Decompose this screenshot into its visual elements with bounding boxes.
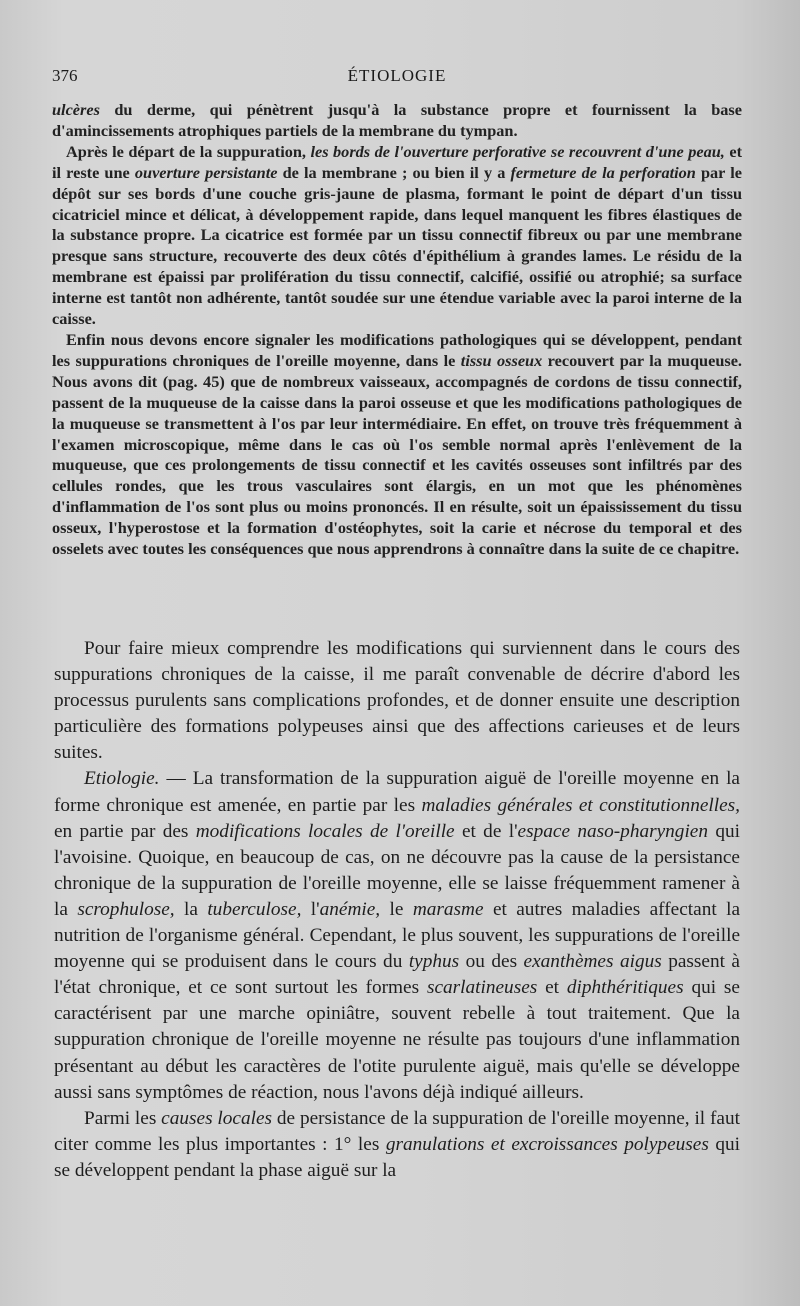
italic-text: modifications locales de l'oreille — [195, 820, 455, 842]
italic-text: maladies générales et constitutionnelles, — [421, 794, 740, 816]
italic-text: causes locales — [161, 1107, 273, 1129]
italic-text: diphthéritiques — [566, 977, 684, 999]
italic-text: tuberculose, — [207, 898, 302, 920]
italic-text: typhus — [408, 951, 460, 973]
italic-text: fermeture de la perforation — [510, 162, 696, 182]
paragraph — [54, 636, 740, 766]
text-run: et autres maladies affectant la nutrition de l'organisme général. Cependant, le plus souvent, les suppurations de l'oreille moyenne qui se produisent dans le cours du — [54, 898, 741, 973]
italic-text: scrophulose, — [77, 898, 175, 920]
paragraph — [54, 766, 740, 1105]
text-run: la — [174, 898, 208, 920]
text-run: qui se développent pendant la phase aiguë sur la — [54, 1133, 740, 1181]
text-run: le — [380, 898, 413, 920]
text-run: qui l'avoisine. Quoique, en beaucoup de cas, on ne découvre pas la cause de la persistance chronique de la suppuration de l'oreille moyenne, elle se laisse fréquemment ramener à la — [54, 820, 740, 920]
paragraph — [52, 142, 742, 330]
italic-text: marasme — [412, 898, 484, 920]
text-run: en partie par des — [54, 820, 196, 842]
italic-text: ouverture persistante — [134, 162, 278, 182]
italic-text: tissu osseux — [460, 350, 543, 370]
italic-text: les bords de l'ouverture perforative se recouvrent d'une peau, — [310, 141, 725, 161]
text-run: Enfin nous devons encore signaler les modifications pathologiques qui se développent, pendant les suppurations chroniques de l'oreille moyenne, dans le — [52, 329, 742, 370]
main-text-block — [54, 636, 740, 1184]
italic-text: Etiologie. — [84, 768, 160, 790]
text-run: Parmi les — [84, 1107, 162, 1129]
italic-text: anémie, — [319, 898, 381, 920]
text-run: Après le départ de la suppuration, — [66, 141, 311, 161]
text-run: l' — [301, 898, 320, 920]
text-run: ou des — [459, 951, 524, 973]
small-print-block — [52, 100, 742, 560]
text-run: recouvert par la muqueuse. Nous avons dit (pag. 45) que de nombreux vaisseaux, accompagnés de cordons de tissu connectif, passent de la muqueuse de la caisse dans la paroi osseuse et que les modifications pathologiques de la muqueuse se transmettent à l'os par leur intermédiaire. En effet, on trouve très fréquemment à l'examen microscopique, même dans le cas où l'os semble normal après l'enlèvement de la muqueuse, que ces prolongements de tissu connectif et les cavités osseuses sont infiltrés par des cellules rondes, que les trous vasculaires sont élargis, en un mot que les phénomènes d'inflammation de l'os sont plus ou moins prononcés. Il en résulte, soit un épaississement du tissu osseux, l'hyperostose et la formation d'ostéophytes, soit la carie et nécrose du temporal et des osselets avec toutes les conséquences que nous apprendrons à connaître dans la suite de ce chapitre. — [52, 350, 743, 559]
italic-text: exanthèmes aigus — [523, 951, 662, 973]
text-run: passent à l'état chronique, et ce sont surtout les formes — [54, 951, 740, 999]
page-header — [52, 66, 742, 90]
text-run: du derme, qui pénètrent jusqu'à la substance propre et fournissent la base d'amincissements atrophiques partiels de la membrane du tympan. — [52, 100, 742, 140]
paragraph — [52, 330, 742, 560]
italic-text: espace naso-pharyngien — [517, 820, 709, 842]
text-run: de la membrane ; ou bien il y a — [277, 162, 511, 182]
italic-text: ulcères — [52, 100, 100, 119]
page-number: 376 — [52, 66, 78, 85]
text-run: par le dépôt sur ses bords d'une couche gris-jaune de plasma, formant le point de départ d'un tissu cicatriciel mince et délicat, à développement rapide, dans lequel manquent les fibres élastiques de la substance propre. La cicatrice est formée par un tissu connectif fibreux ou par une membrane presque sans structure, recouverte des deux côtés d'épithélium à grandes lames. Le résidu de la membrane est épaissi par prolifération du tissu connectif, calcifié, ossifié ou atrophié; sa surface interne est tantôt non adhérente, tantôt soudée sur une étendue variable avec la paroi interne de la caisse. — [52, 162, 742, 329]
text-run: de persistance de la suppuration de l'oreille moyenne, il faut citer comme les plus importantes : 1° les — [54, 1107, 740, 1155]
italic-text: granulations et excroissances polypeuses — [385, 1133, 709, 1155]
text-run: et il reste une — [52, 141, 742, 182]
text-run: — La transformation de la suppuration aiguë de l'oreille moyenne en la forme chronique est amenée, en partie par les — [54, 768, 740, 816]
italic-text: scarlatineuses — [426, 977, 538, 999]
text-run: Pour faire mieux comprendre les modifications qui surviennent dans le cours des suppurations chroniques de la caisse, il me paraît convenable de décrire d'abord les processus purulents sans complications profondes, et de donner ensuite une description particulière des formations polypeuses ainsi que des affections carieuses et de leurs suites. — [54, 638, 740, 764]
text-run: et de l' — [454, 820, 518, 842]
text-run: et — [537, 977, 567, 999]
running-title: ÉTIOLOGIE — [347, 66, 447, 85]
paragraph — [54, 1106, 740, 1184]
paragraph — [52, 100, 742, 142]
text-run: qui se caractérisent par une marche opiniâtre, souvent rebelle à tout traitement. Que la suppuration chronique de l'oreille moyenne ne résulte pas toujours d'une inflammation présentant au début les caractères de l'otite purulente aiguë, mais qu'elle se développe aussi sans symptômes de réaction, nous l'avons déjà indiqué ailleurs. — [54, 977, 740, 1103]
